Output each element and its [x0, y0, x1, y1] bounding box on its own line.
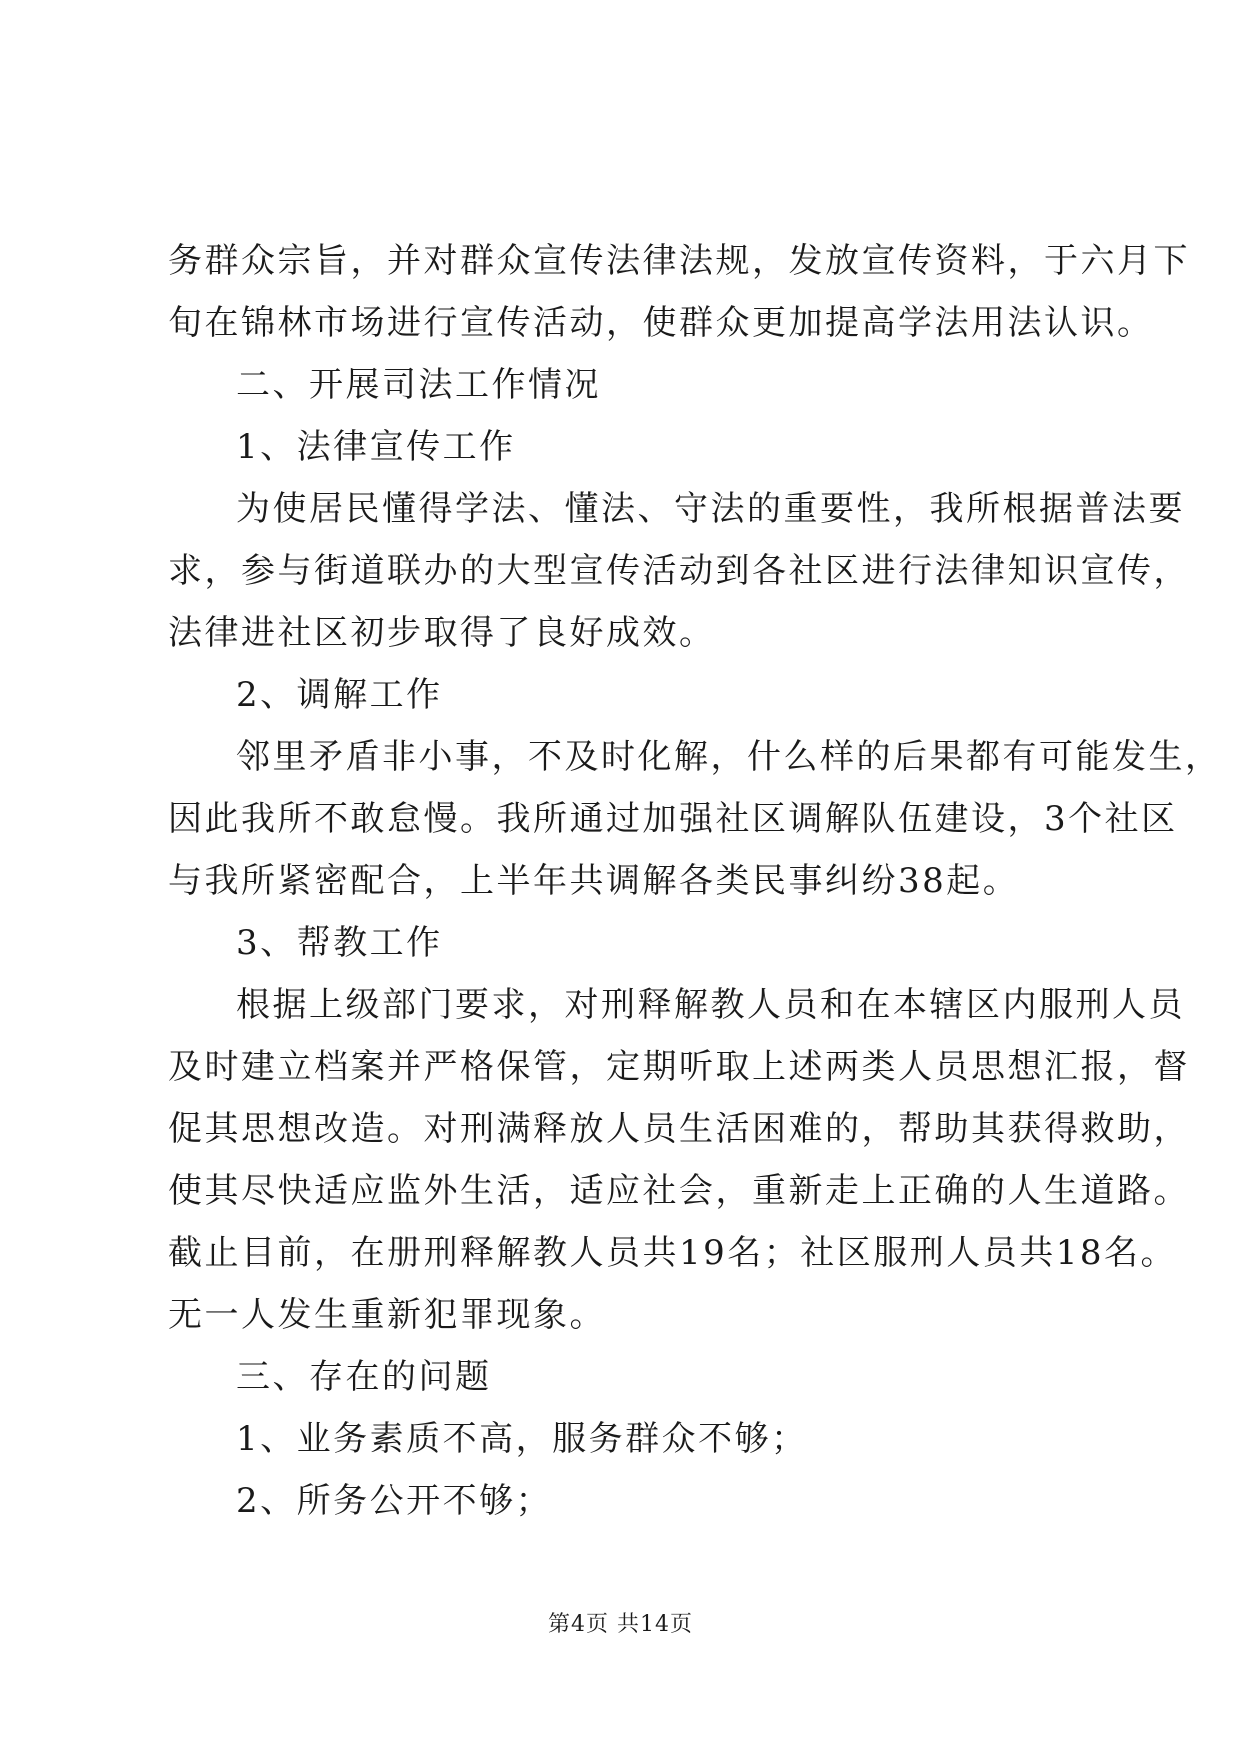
subsection-heading: 1、法律宣传工作 — [236, 427, 516, 467]
paragraph-line: 及时建立档案并严格保管，定期听取上述两类人员思想汇报，督 — [168, 1047, 1190, 1087]
subsection-heading: 2、调解工作 — [236, 675, 443, 715]
paragraph-line: 旬在锦林市场进行宣传活动，使群众更加提高学法用法认识。 — [168, 303, 1154, 343]
subsection-heading: 3、帮教工作 — [236, 923, 443, 963]
paragraph-line: 截止目前，在册刑释解教人员共19名；社区服刑人员共18名。 — [168, 1233, 1178, 1273]
paragraph-line: 无一人发生重新犯罪现象。 — [168, 1295, 606, 1335]
paragraph-line: 促其思想改造。对刑满释放人员生活困难的，帮助其获得救助， — [168, 1109, 1190, 1149]
section-heading: 二、开展司法工作情况 — [236, 365, 601, 405]
section-heading: 三、存在的问题 — [236, 1357, 492, 1397]
paragraph-line: 使其尽快适应监外生活，适应社会，重新走上正确的人生道路。 — [168, 1171, 1190, 1211]
paragraph-line: 因此我所不敢怠慢。我所通过加强社区调解队伍建设，3个社区 — [168, 799, 1178, 839]
paragraph-line: 为使居民懂得学法、懂法、守法的重要性，我所根据普法要 — [236, 489, 1185, 529]
paragraph-line: 邻里矛盾非小事，不及时化解，什么样的后果都有可能发生， — [236, 737, 1222, 777]
document-body — [168, 230, 1222, 1532]
paragraph-line: 与我所紧密配合，上半年共调解各类民事纠纷38起。 — [168, 861, 1020, 901]
paragraph-line: 法律进社区初步取得了良好成效。 — [168, 613, 716, 653]
paragraph-line: 根据上级部门要求，对刑释解教人员和在本辖区内服刑人员 — [236, 985, 1185, 1025]
page-number-footer: 第4页 共14页 — [548, 1612, 693, 1637]
list-item: 1、业务素质不高，服务群众不够； — [236, 1419, 808, 1459]
paragraph-line: 求，参与街道联办的大型宣传活动到各社区进行法律知识宣传， — [168, 551, 1190, 591]
list-item: 2、所务公开不够； — [236, 1481, 553, 1521]
paragraph-line: 务群众宗旨，并对群众宣传法律法规，发放宣传资料，于六月下 — [168, 241, 1190, 281]
